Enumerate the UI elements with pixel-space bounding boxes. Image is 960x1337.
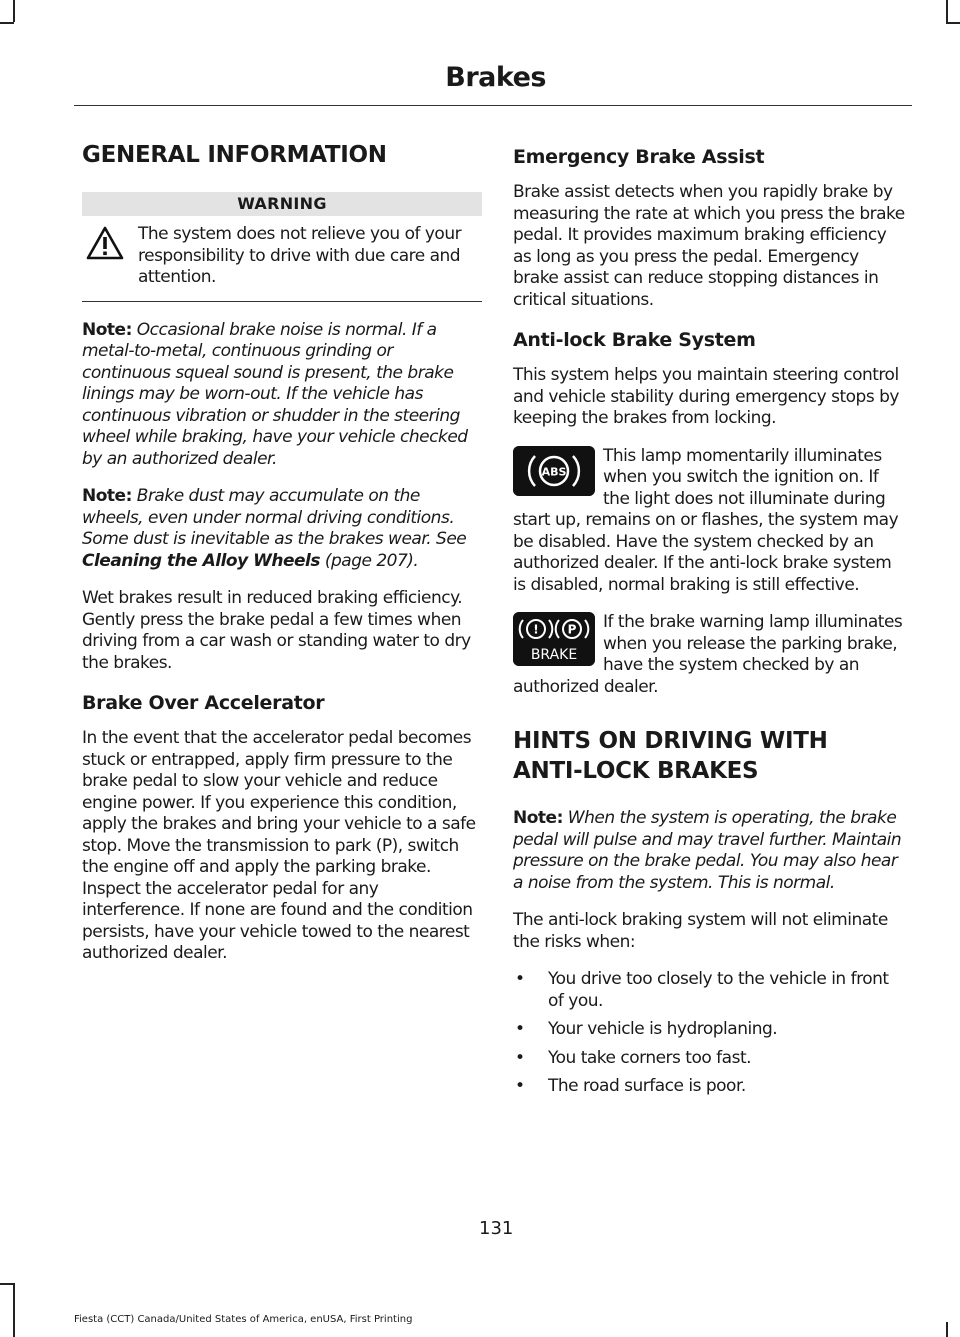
emergency-brake-assist-paragraph: Brake assist detects when you rapidly brake by measuring the rate at which you press the brake pedal. It provides maximum braking efficiency as long as you press the pedal. Emergency brake assist can reduce stopping distances in critical situations. <box>513 182 905 310</box>
page-title: Brakes <box>445 62 546 93</box>
emergency-brake-assist-heading: Emergency Brake Assist <box>513 146 765 168</box>
warning-label: WARNING <box>82 192 482 216</box>
risks-list <box>513 969 907 1098</box>
warning-text: The system does not relieve you of your responsibility to drive with due care and attention. <box>138 224 462 287</box>
list-item: • You drive too closely to the vehicle in front of you. <box>513 969 907 1012</box>
hints-heading-line-1: HINTS ON DRIVING WITH <box>513 728 828 754</box>
note-brake-noise <box>82 320 482 471</box>
page-reference: (page 207). <box>319 550 419 571</box>
exclamation-icon-label: ! <box>533 622 539 637</box>
right-column <box>513 140 907 1105</box>
list-item: • You take corners too fast. <box>513 1048 907 1070</box>
note-label: Note: <box>82 486 132 506</box>
list-item: • The road surface is poor. <box>513 1076 907 1098</box>
crop-mark <box>0 1283 14 1285</box>
crop-mark <box>0 22 14 24</box>
brake-icon-label: BRAKE <box>530 647 578 663</box>
brake-warning-lamp-icon <box>513 612 595 666</box>
crop-mark <box>946 0 948 22</box>
note-text: Occasional brake noise is normal. If a metal-to-metal, continuous grinding or continuous squeal sound is present, the brake linings may be worn-out. If the vehicle has continuous vibration or shudder in the steering wheel while braking, have your vehicle checked by an authorized dealer. <box>82 319 468 469</box>
crop-mark <box>13 1283 15 1337</box>
crop-mark <box>946 22 960 24</box>
cross-reference-link[interactable]: Cleaning the Alloy Wheels <box>82 550 320 571</box>
brake-over-accelerator-heading: Brake Over Accelerator <box>82 692 325 714</box>
note-text: Brake dust may accumulate on the wheels, even under normal driving conditions. Some dust is inevitable as the brakes wear. See <box>82 486 467 549</box>
left-column <box>82 140 482 981</box>
anti-lock-brake-system-heading: Anti-lock Brake System <box>513 329 756 351</box>
note-brake-dust <box>82 486 482 572</box>
page-number: 131 <box>479 1218 514 1239</box>
abs-lamp-paragraph: This lamp momentarily illuminates when you switch the ignition on. If the light does not illuminate during start up, remains on or flashes, the system may be disabled. Have the system checked by an authorized dealer. If the anti-lock brake system is disabled, normal braking is still effective. <box>513 445 899 595</box>
warning-box <box>82 224 482 302</box>
note-label: Note: <box>82 319 132 340</box>
risks-intro-paragraph: The anti-lock braking system will not eliminate the risks when: <box>513 910 888 952</box>
brake-lamp-paragraph: If the brake warning lamp illuminates when you release the parking brake, have the system checked by an authorized dealer. <box>513 612 903 697</box>
crop-mark <box>946 1322 948 1337</box>
brake-over-accelerator-paragraph: In the event that the accelerator pedal becomes stuck or entrapped, apply firm pressure to the brake pedal to slow your vehicle and reduce engine power. If you experience this condition, apply the brakes and bring your vehicle to a safe stop. Move the transmission to park (P), switch the engine off and apply the parking brake. Inspect the accelerator pedal for any interference. If none are found and the condition persists, have your vehicle towed to the nearest authorized dealer. <box>82 728 476 963</box>
note-system-operating <box>513 808 907 894</box>
crop-mark <box>13 0 15 22</box>
footer-text: Fiesta (CCT) Canada/United States of America, enUSA, First Printing <box>74 1314 413 1325</box>
warning-triangle-icon <box>86 226 124 260</box>
header-divider <box>74 105 912 106</box>
note-label: Note: <box>513 808 563 828</box>
hints-heading-line-2: ANTI-LOCK BRAKES <box>513 758 759 784</box>
abs-lamp-block <box>513 446 907 597</box>
note-text: When the system is operating, the brake pedal will pulse and may travel further. Maintain pressure on the brake pedal. You may also hear a noise from the system. This is normal. <box>513 808 902 893</box>
parking-icon-label: P <box>567 622 577 637</box>
general-information-heading: GENERAL INFORMATION <box>82 142 387 168</box>
abs-warning-lamp-icon <box>513 446 595 496</box>
wet-brakes-paragraph: Wet brakes result in reduced braking efficiency. Gently press the brake pedal a few times when driving from a car wash or standing water to dry the brakes. <box>82 588 471 673</box>
brake-lamp-block <box>513 612 907 698</box>
anti-lock-brake-system-paragraph: This system helps you maintain steering control and vehicle stability during emergency stops by keeping the brakes from locking. <box>513 365 899 428</box>
hints-heading <box>513 726 907 786</box>
list-item: • Your vehicle is hydroplaning. <box>513 1019 907 1041</box>
abs-icon-label: ABS <box>541 465 567 478</box>
